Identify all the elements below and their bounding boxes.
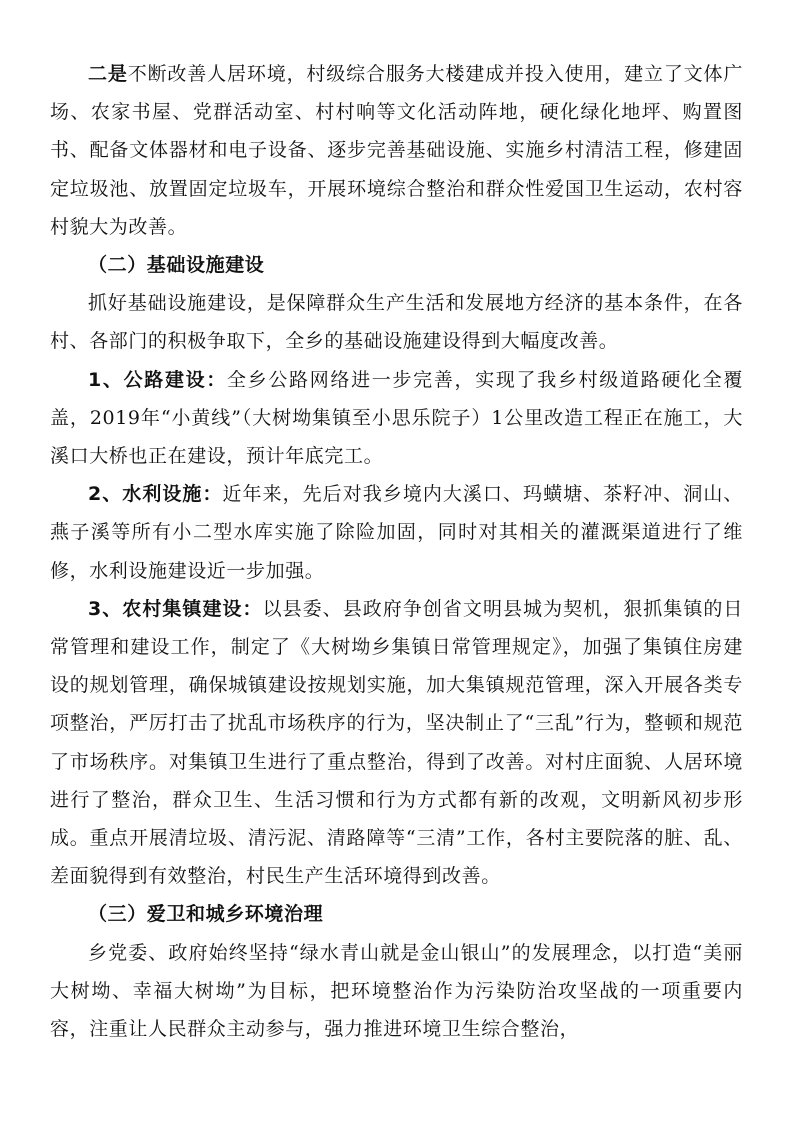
paragraph-lead: 2、水利设施： bbox=[88, 483, 223, 506]
section-heading-sanitation: （三）爱卫和城乡环境治理 bbox=[88, 903, 324, 926]
paragraph-text: 近年来，先后对我乡境内大溪口、玛蟥塘、茶籽冲、洞山、燕子溪等所有小二型水库实施了除险加固，同时对其相关的灌溉渠道进行了维修，水利设施建设近一步加强。 bbox=[50, 483, 743, 582]
paragraph-living-environment bbox=[50, 55, 743, 246]
paragraph-infrastructure-intro bbox=[50, 284, 743, 360]
paragraph-water-facilities bbox=[50, 475, 743, 590]
paragraph-text: 不断改善人居环境，村级综合服务大楼建成并投入使用，建立了文体广场、农家书屋、党群活动室、村村响等文化活动阵地，硬化绿化地坪、购置图书、配备文体器材和电子设备、逐步完善基础设施、实施乡村清洁工程，修建固定垃圾池、放置固定垃圾车，开展环境综合整治和群众性爱国卫生运动，农村容村貌大为改善。 bbox=[50, 63, 743, 238]
section-heading-infrastructure: （二）基础设施建设 bbox=[88, 254, 265, 277]
document-page bbox=[50, 55, 743, 1048]
paragraph-lead: 1、公路建设： bbox=[88, 368, 227, 391]
paragraph-text: 以县委、县政府争创省文明县城为契机，狠抓集镇的日常管理和建设工作，制定了《大树坳乡集镇日常管理规定》，加强了集镇住房建设的规划管理，确保城镇建设按规划实施，加大集镇规范管理，深入开展各类专项整治，严厉打击了扰乱市场秩序的行为，坚决制止了“三乱”行为，整顿和规范了市场秩序。对集镇卫生进行了重点整治，得到了改善。对村庄面貌、人居环境进行了整治，群众卫生、生活习惯和行为方式都有新的改观，文明新风初步形成。重点开展清垃圾、清污泥、清路障等“三清”工作，各村主要院落的脏、乱、差面貌得到有效整治，村民生产生活环境得到改善。 bbox=[50, 597, 744, 888]
paragraph-road-construction bbox=[50, 361, 743, 476]
paragraph-text: 乡党委、政府始终坚持“绿水青山就是金山银山”的发展理念，以打造“美丽大树坳、幸福大树坳”为目标，把环境整治作为污染防治攻坚战的一项重要内容，注重让人民群众主动参与，强力推进环境卫生综合整治， bbox=[50, 941, 743, 1041]
paragraph-lead: 3、农村集镇建设： bbox=[88, 597, 263, 620]
paragraph-town-construction bbox=[50, 590, 743, 896]
paragraph-environment-governance bbox=[50, 934, 743, 1049]
paragraph-text: 全乡公路网络进一步完善，实现了我乡村级道路硬化全覆盖，2019年“小黄线”（大树坳集镇至小思乐院子）1公里改造工程正在施工，大溪口大桥也正在建设，预计年底完工。 bbox=[50, 368, 743, 468]
paragraph-text: 抓好基础设施建设，是保障群众生产生活和发展地方经济的基本条件，在各村、各部门的积极争取下，全乡的基础设施建设得到大幅度改善。 bbox=[50, 292, 743, 353]
paragraph-lead: 二是 bbox=[88, 63, 128, 85]
